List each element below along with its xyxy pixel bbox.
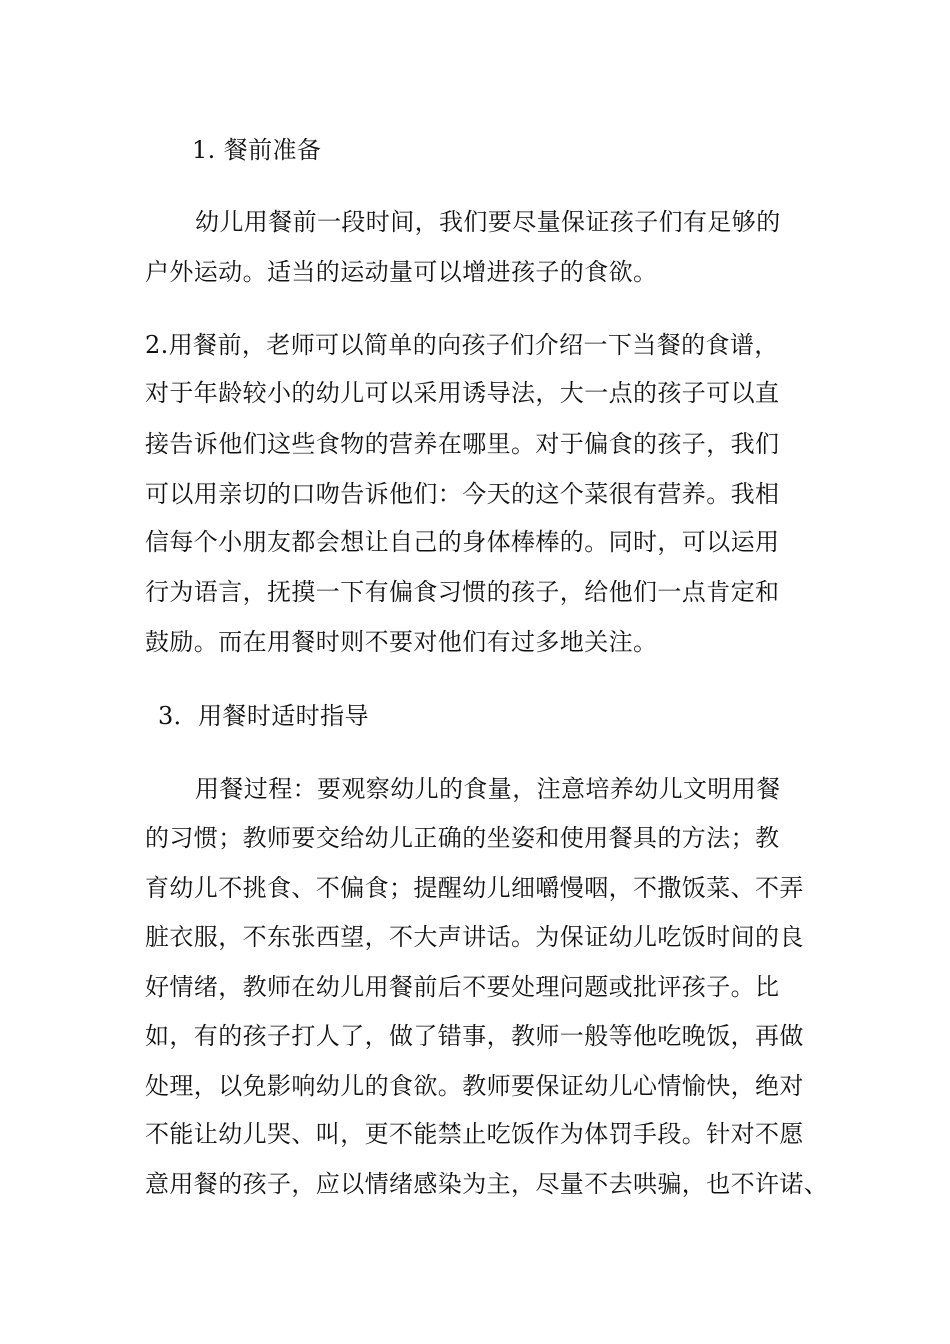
- paragraph-line: 信每个小朋友都会想让自己的身体棒棒的。同时，可以运用: [145, 528, 780, 556]
- paragraph-line: 接告诉他们这些食物的营养在哪里。对于偏食的孩子，我们: [145, 430, 780, 458]
- paragraph-line: 意用餐的孩子，应以情绪感染为主，尽量不去哄骗，也不许诺、: [145, 1170, 829, 1198]
- paragraph-line: 幼儿用餐前一段时间，我们要尽量保证孩子们有足够的: [195, 208, 781, 236]
- paragraph-line: 处理，以免影响幼儿的食欲。教师要保证幼儿心情愉快，绝对: [145, 1072, 804, 1100]
- paragraph-line: 如，有的孩子打人了，做了错事，教师一般等他吃晚饭，再做: [145, 1022, 804, 1050]
- paragraph-line: 用餐过程：要观察幼儿的食量，注意培养幼儿文明用餐: [195, 775, 781, 803]
- paragraph-line: 的习惯；教师要交给幼儿正确的坐姿和使用餐具的方法；教: [145, 824, 780, 852]
- paragraph-line: 鼓励。而在用餐时则不要对他们有过多地关注。: [145, 628, 658, 656]
- paragraph-line: 2.用餐前，老师可以简单的向孩子们介绍一下当餐的食谱，: [145, 331, 779, 359]
- paragraph-line: 好情绪，教师在幼儿用餐前后不要处理问题或批评孩子。比: [145, 973, 780, 1001]
- paragraph-line: 行为语言，抚摸一下有偏食习惯的孩子，给他们一点肯定和: [145, 578, 780, 606]
- paragraph-line: 户外运动。适当的运动量可以增进孩子的食欲。: [145, 258, 658, 286]
- section-1-heading: 1. 餐前准备: [192, 136, 322, 164]
- paragraph-line: 不能让幼儿哭、叫，更不能禁止吃饭作为体罚手段。针对不愿: [145, 1120, 804, 1148]
- section-3-heading: 3．用餐时适时指导: [158, 702, 369, 730]
- paragraph-line: 脏衣服，不东张西望，不大声讲话。为保证幼儿吃饭时间的良: [145, 923, 804, 951]
- paragraph-line: 对于年龄较小的幼儿可以采用诱导法，大一点的孩子可以直: [145, 379, 780, 407]
- paragraph-line: 育幼儿不挑食、不偏食；提醒幼儿细嚼慢咽，不撒饭菜、不弄: [145, 874, 804, 902]
- paragraph-line: 可以用亲切的口吻告诉他们：今天的这个菜很有营养。我相: [145, 480, 780, 508]
